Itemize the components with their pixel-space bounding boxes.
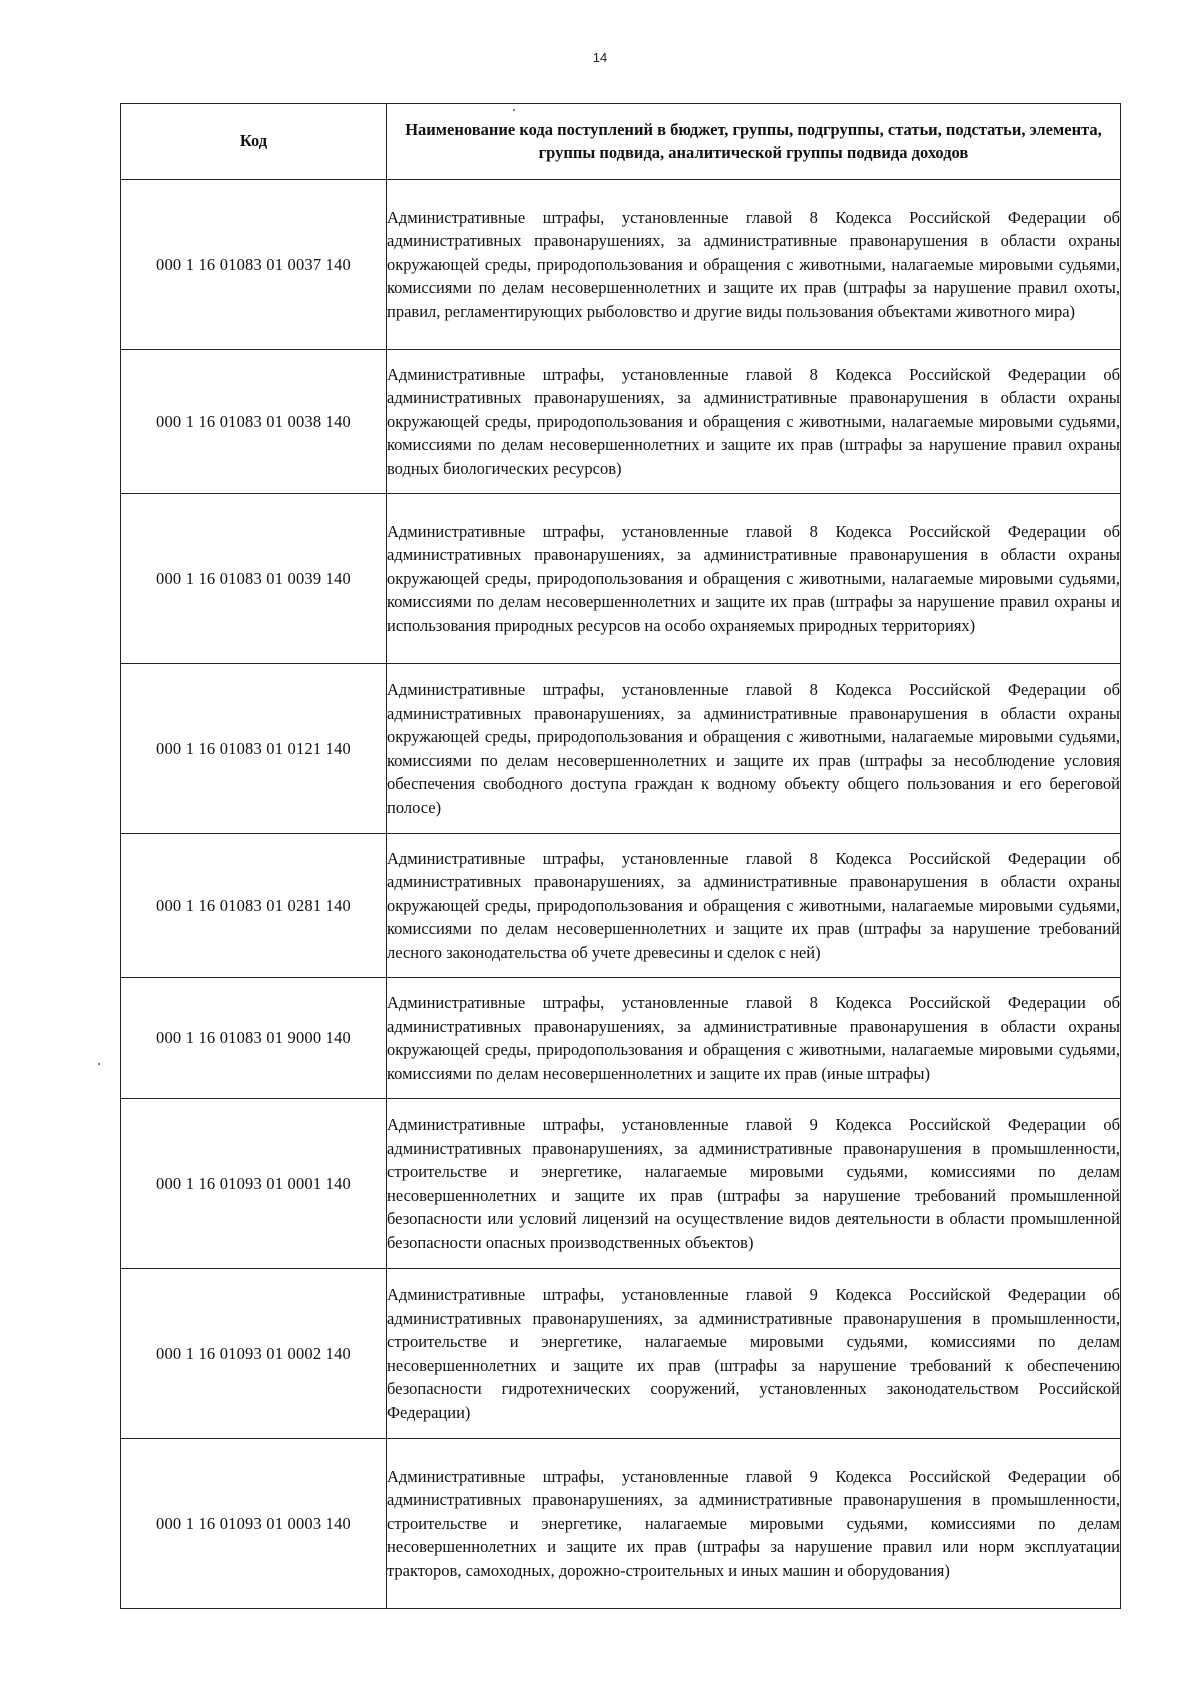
scan-speck (98, 1063, 100, 1065)
row-description-text: Административные штрафы, установленные главой 9 Кодекса Российской Федерации об административных правонарушениях, за административные правонарушения в промышленности, строительстве и энергетике, налагаемые мировыми судьями, комиссиями по делам несовершеннолетних и защите их прав (штрафы за нарушение требований промышленной безопасности или условий лицензий на осуществление видов деятельности в области промышленной безопасности опасных производственных объектов) (387, 1115, 1120, 1252)
row-description (387, 1269, 1121, 1439)
scan-speck (513, 109, 515, 111)
row-description (387, 494, 1121, 664)
row-code: 000 1 16 01083 01 0037 140 (121, 180, 387, 350)
table-row (121, 978, 1121, 1099)
row-description-text: Административные штрафы, установленные главой 8 Кодекса Российской Федерации об административных правонарушениях, за административные правонарушения в области охраны окружающей среды, природопользования и обращения с животными, налагаемые мировыми судьями, комиссиями по делам несовершеннолетних и защите их прав (штрафы за нарушение правил охоты, правил, регламентирующих рыболовство и другие виды пользования объектами животного мира) (387, 207, 1120, 321)
row-description (387, 664, 1121, 834)
row-description (387, 834, 1121, 978)
page-number: 14 (592, 50, 608, 65)
table-row (121, 180, 1121, 350)
row-description (387, 1099, 1121, 1269)
revenue-codes-table (120, 103, 1121, 1609)
row-description-text: Административные штрафы, установленные главой 8 Кодекса Российской Федерации об административных правонарушениях, за административные правонарушения в области охраны окружающей среды, природопользования и обращения с животными, налагаемые мировыми судьями, комиссиями по делам несовершеннолетних и защите их прав (иные штрафы) (387, 993, 1120, 1083)
table-row (121, 664, 1121, 834)
table-row (121, 350, 1121, 494)
table-row (121, 494, 1121, 664)
row-description-text: Административные штрафы, установленные главой 8 Кодекса Российской Федерации об административных правонарушениях, за административные правонарушения в области охраны окружающей среды, природопользования и обращения с животными, налагаемые мировыми судьями, комиссиями по делам несовершеннолетних и защите их прав (штрафы за нарушение требований лесного законодательства об учете древесины и сделок с ней) (387, 848, 1120, 962)
row-code: 000 1 16 01083 01 0039 140 (121, 494, 387, 664)
table-row (121, 1099, 1121, 1269)
header-code: Код (121, 104, 387, 180)
row-description-text: Административные штрафы, установленные главой 9 Кодекса Российской Федерации об административных правонарушениях, за административные правонарушения в промышленности, строительстве и энергетике, налагаемые мировыми судьями, комиссиями по делам несовершеннолетних и защите их прав (штрафы за нарушение правил или норм эксплуатации тракторов, самоходных, дорожно-строительных и иных машин и оборудования) (387, 1466, 1120, 1580)
row-description (387, 180, 1121, 350)
row-code: 000 1 16 01083 01 9000 140 (121, 978, 387, 1099)
table-header-row (121, 104, 1121, 180)
row-code: 000 1 16 01093 01 0001 140 (121, 1099, 387, 1269)
row-description-text: Административные штрафы, установленные главой 8 Кодекса Российской Федерации об административных правонарушениях, за административные правонарушения в области охраны окружающей среды, природопользования и обращения с животными, налагаемые мировыми судьями, комиссиями по делам несовершеннолетних и защите их прав (штрафы за нарушение правил охраны и использования природных ресурсов на особо охраняемых природных территориях) (387, 521, 1120, 635)
row-code: 000 1 16 01083 01 0038 140 (121, 350, 387, 494)
header-name: Наименование кода поступлений в бюджет, группы, подгруппы, статьи, подстатьи, элемента, группы подвида, аналитической группы подвида доходов (387, 104, 1121, 180)
table-row (121, 1269, 1121, 1439)
row-description (387, 978, 1121, 1099)
row-description (387, 1439, 1121, 1609)
table-row (121, 1439, 1121, 1609)
row-code: 000 1 16 01083 01 0281 140 (121, 834, 387, 978)
row-code: 000 1 16 01093 01 0003 140 (121, 1439, 387, 1609)
row-description-text: Административные штрафы, установленные главой 9 Кодекса Российской Федерации об административных правонарушениях, за административные правонарушения в промышленности, строительстве и энергетике, налагаемые мировыми судьями, комиссиями по делам несовершеннолетних и защите их прав (штрафы за нарушение требований к обеспечению безопасности гидротехнических сооружений, установленных законодательством Российской Федерации) (387, 1285, 1120, 1422)
row-code: 000 1 16 01083 01 0121 140 (121, 664, 387, 834)
table-row (121, 834, 1121, 978)
row-description (387, 350, 1121, 494)
row-description-text: Административные штрафы, установленные главой 8 Кодекса Российской Федерации об административных правонарушениях, за административные правонарушения в области охраны окружающей среды, природопользования и обращения с животными, налагаемые мировыми судьями, комиссиями по делам несовершеннолетних и защите их прав (штрафы за несоблюдение условия обеспечения свободного доступа граждан к водному объекту общего пользования и его береговой полосе) (387, 680, 1120, 817)
row-code: 000 1 16 01093 01 0002 140 (121, 1269, 387, 1439)
row-description-text: Административные штрафы, установленные главой 8 Кодекса Российской Федерации об административных правонарушениях, за административные правонарушения в области охраны окружающей среды, природопользования и обращения с животными, налагаемые мировыми судьями, комиссиями по делам несовершеннолетних и защите их прав (штрафы за нарушение правил охраны водных биологических ресурсов) (387, 364, 1120, 478)
